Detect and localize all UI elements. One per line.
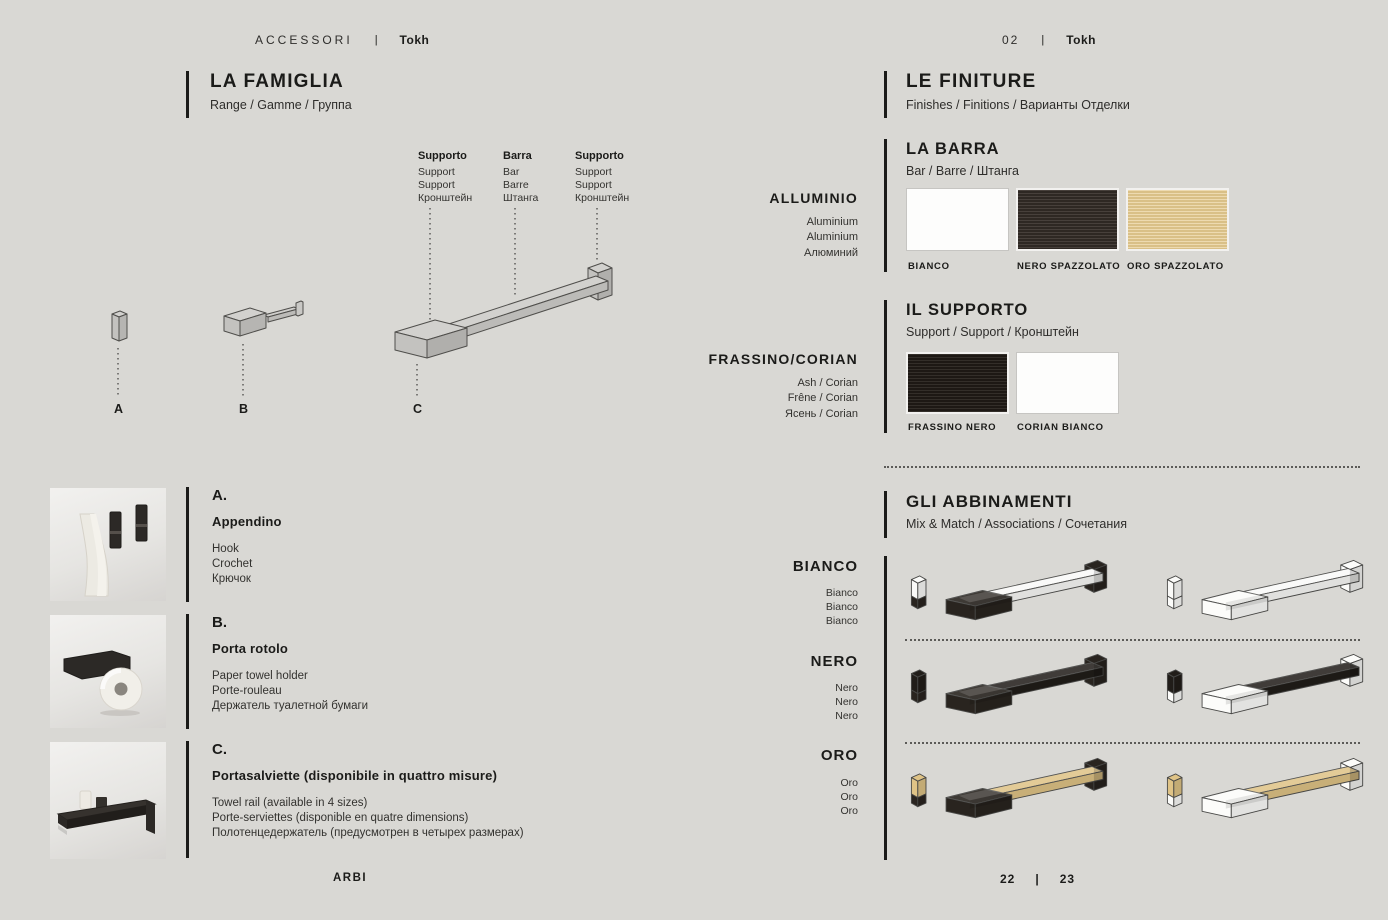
product-c-name: Portasalviette (disponibile in quattro misure): [212, 768, 498, 783]
callout-line: Кронштейн: [418, 192, 473, 204]
page-number-divider: |: [1035, 872, 1040, 886]
product-a-translations: [212, 542, 282, 587]
swatch-corian-bianco: [1016, 352, 1119, 414]
swatch-frassino-nero: [906, 352, 1009, 414]
finishes-title-block: [906, 71, 1130, 112]
product-c-translations: [212, 796, 524, 841]
collection-name: Tokh: [399, 33, 430, 47]
brand-footer: ARBI: [333, 872, 368, 884]
mix-subtitle: Mix & Match / Associations / Сочетания: [906, 517, 1128, 531]
mix-line: Bianco: [825, 614, 858, 627]
callout-line: Bar: [503, 165, 520, 178]
bar-section-title-block: [906, 140, 1019, 178]
mix-row-oro-lines: [840, 777, 858, 819]
combo-nero-nero-supports: [902, 648, 1117, 721]
callout-line: Штанга: [503, 192, 539, 204]
product-c-letter: C.: [212, 741, 227, 758]
combo-bianco-nero-supports: [902, 554, 1117, 627]
translation-line: Crochet: [212, 557, 253, 570]
bar-section-rule: [884, 139, 887, 272]
bar-material-block: [769, 190, 858, 261]
combo-oro-nero-supports: [902, 752, 1117, 825]
mix-rows-rule: [884, 556, 887, 860]
product-photo-roll-holder: [50, 615, 166, 728]
callout-line: Barre: [503, 178, 529, 191]
material-line: Ясень / Corian: [785, 407, 858, 420]
product-a-text: [212, 487, 282, 587]
material-line: Aluminium: [806, 231, 858, 244]
right-page-header: [1002, 33, 1096, 47]
mix-row-nero-title: NERO: [810, 653, 858, 670]
mix-line: Oro: [840, 777, 858, 789]
mix-title-rule: [884, 491, 887, 538]
drawing-item-c-towel-bar: [395, 263, 612, 358]
towel-rail-photo-art: [50, 742, 166, 859]
translation-line: Porte-serviettes (disponible en quatre dimensions): [212, 811, 469, 824]
support-section-rule: [884, 300, 887, 433]
product-a-name: Appendino: [212, 514, 282, 529]
product-b-letter: B.: [212, 614, 227, 631]
finishes-title-rule: [884, 71, 887, 118]
product-b-name: Porta rotolo: [212, 641, 289, 656]
translation-line: Hook: [212, 543, 239, 555]
product-a-rule: [186, 487, 189, 602]
material-line: Алюминий: [804, 246, 858, 259]
bar-material-lines: [769, 215, 858, 261]
callout-line: Support: [575, 165, 612, 178]
callout-title: Supporto: [418, 150, 467, 162]
swatch-label-bianco: BIANCO: [908, 261, 950, 272]
bar-section-subtitle: Bar / Barre / Штанга: [906, 164, 1019, 178]
callout-support-left: [418, 150, 472, 205]
swatch-label-corian-bianco: CORIAN BIANCO: [1017, 422, 1104, 433]
callout-support-right: [575, 150, 629, 205]
callout-title: Supporto: [575, 150, 624, 162]
callout-line: Support: [418, 165, 455, 178]
callout-line: Support: [575, 178, 612, 191]
mix-line: Oro: [840, 790, 858, 803]
combo-bianco-bianco-supports: [1158, 554, 1373, 627]
product-photo-hooks: [50, 488, 166, 601]
page-numbers: [1000, 872, 1075, 886]
roll-holder-photo-art: [50, 615, 166, 728]
callout-line: Кронштейн: [575, 192, 630, 204]
translation-line: Towel rail (available in 4 sizes): [212, 797, 368, 809]
material-line: Aluminium: [806, 216, 858, 228]
marker-b: B: [239, 402, 249, 416]
section-label: ACCESSORI: [255, 33, 353, 47]
support-material-title: FRASSINO/CORIAN: [708, 351, 858, 367]
finishes-title: LE FINITURE: [906, 71, 1037, 92]
support-section-title-block: [906, 301, 1079, 339]
material-line: Ash / Corian: [797, 377, 858, 389]
product-b-rule: [186, 614, 189, 729]
product-b-text: [212, 614, 368, 714]
mix-row-divider: [905, 742, 1360, 744]
translation-line: Porte-rouleau: [212, 684, 282, 697]
mix-title: GLI ABBINAMENTI: [906, 492, 1073, 511]
mix-title-block: [906, 492, 1127, 531]
swatch-bianco: [906, 188, 1009, 251]
left-page-header: [255, 33, 429, 47]
callout-title: Barra: [503, 150, 532, 162]
support-section-subtitle: Support / Support / Кронштейн: [906, 325, 1079, 339]
support-material-block: [709, 351, 858, 422]
mix-row-divider: [905, 639, 1360, 641]
section-dotted-divider: [884, 466, 1360, 468]
mix-line: Oro: [840, 804, 858, 817]
translation-line: Полотенцедержатель (предусмотрен в четырех размерах): [212, 826, 524, 839]
bar-section-title: LA BARRA: [906, 140, 1000, 158]
header-divider: |: [374, 34, 378, 46]
support-material-lines: [709, 376, 858, 422]
mix-line: Nero: [835, 709, 858, 722]
swatch-oro-spazzolato: [1126, 188, 1229, 251]
translation-line: Paper towel holder: [212, 670, 308, 682]
callout-line: Support: [418, 178, 455, 191]
mix-line: Nero: [835, 682, 858, 694]
family-title-block: [210, 71, 352, 112]
finishes-subtitle: Finishes / Finitions / Варианты Отделки: [906, 98, 1130, 112]
mix-line: Bianco: [825, 600, 858, 613]
drawing-item-a-hook: [112, 311, 127, 341]
swatch-label-oro: ORO SPAZZOLATO: [1127, 261, 1224, 272]
family-title-rule: [186, 71, 189, 118]
family-title: LA FAMIGLIA: [210, 71, 344, 92]
page-code: 02: [1002, 33, 1020, 47]
marker-a: A: [114, 402, 124, 416]
product-photo-towel-rail: [50, 742, 166, 859]
combo-nero-bianco-supports: [1158, 648, 1373, 721]
swatch-label-nero: NERO SPAZZOLATO: [1017, 261, 1121, 272]
combo-oro-bianco-supports: [1158, 752, 1373, 825]
callout-bar: [503, 150, 538, 205]
drawing-item-b-roll-holder: [224, 301, 303, 336]
translation-line: Крючок: [212, 572, 251, 585]
mix-line: Nero: [835, 695, 858, 708]
support-section-title: IL SUPPORTO: [906, 301, 1029, 319]
translation-line: Держатель туалетной бумаги: [212, 699, 369, 712]
swatch-nero-spazzolato: [1016, 188, 1119, 251]
mix-line: Bianco: [825, 587, 858, 599]
header-divider: |: [1041, 34, 1045, 46]
hooks-photo-art: [50, 488, 166, 601]
page-number-left: 22: [1000, 872, 1016, 886]
page-number-right: 23: [1059, 872, 1076, 886]
product-b-translations: [212, 669, 368, 714]
bar-material-title: ALLUMINIO: [769, 190, 858, 206]
mix-row-bianco-lines: [826, 587, 858, 629]
technical-drawing: [88, 208, 648, 400]
mix-row-oro-title: ORO: [820, 747, 858, 764]
collection-name: Tokh: [1066, 33, 1096, 47]
mix-row-bianco-title: BIANCO: [792, 558, 858, 575]
material-line: Frêne / Corian: [787, 392, 858, 405]
marker-c: C: [413, 402, 423, 416]
family-subtitle: Range / Gamme / Группа: [210, 98, 352, 112]
mix-row-nero-lines: [835, 682, 858, 724]
product-c-rule: [186, 741, 189, 858]
swatch-label-frassino-nero: FRASSINO NERO: [908, 422, 997, 433]
product-a-letter: A.: [212, 487, 227, 504]
product-c-text: [212, 741, 524, 841]
